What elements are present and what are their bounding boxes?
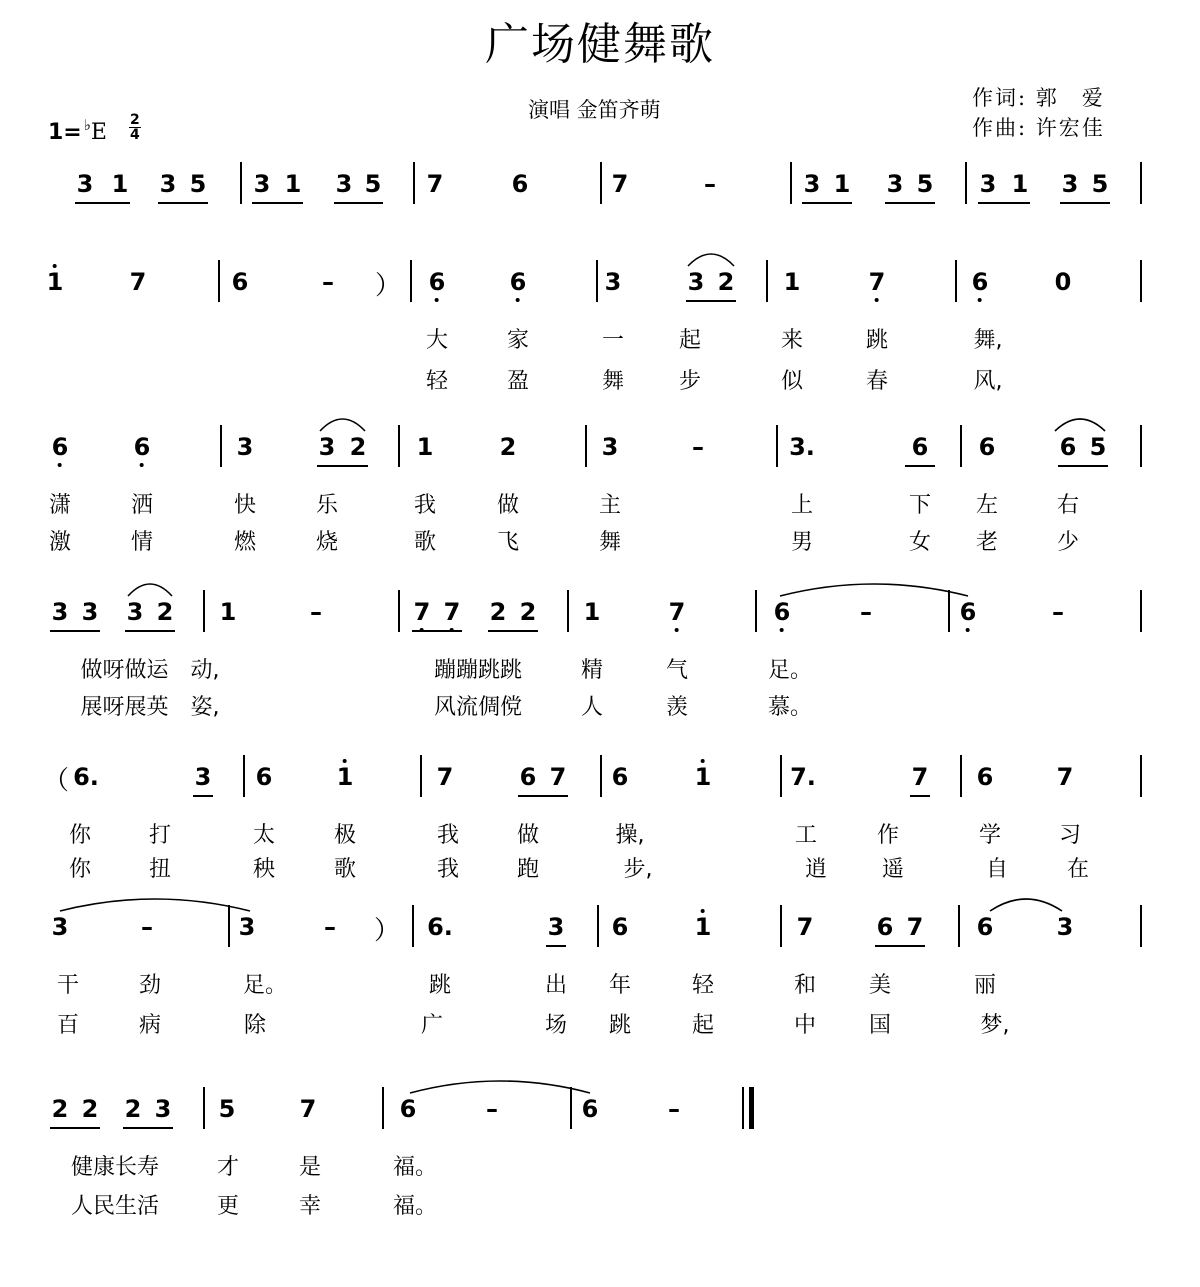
note: –: [704, 170, 716, 198]
lyric-syllable: 极: [333, 823, 357, 848]
beam-underline: [125, 630, 175, 632]
note: 3: [76, 170, 94, 198]
lyric-syllable: 男: [790, 530, 814, 555]
note: 2: [519, 598, 537, 626]
note: –: [486, 1095, 498, 1123]
note: 7: [796, 913, 814, 941]
lyric-syllable: 快: [233, 493, 257, 518]
note: 3: [194, 763, 212, 791]
note: 3: [979, 170, 997, 198]
low-octave-dot: [966, 628, 970, 632]
bar-line: [218, 260, 220, 302]
lyric-syllable: 左: [975, 493, 999, 518]
lyric-syllable: 风,: [973, 369, 1003, 394]
key-prefix: 1=: [48, 120, 82, 145]
lyric-syllable: 足。: [242, 973, 288, 998]
note: 7: [869, 268, 886, 296]
note: 3: [253, 170, 271, 198]
time-signature: [129, 113, 141, 142]
bar-line: [955, 260, 957, 302]
beam-underline: [1060, 202, 1110, 204]
lyric-syllable: 逍: [804, 857, 828, 882]
lyric-syllable: 跳: [428, 973, 452, 998]
note: –: [860, 598, 872, 626]
lyric-syllable: 下: [908, 493, 932, 518]
note: 6: [134, 433, 151, 461]
high-octave-dot: [701, 909, 705, 913]
repeat-parenthesis: （: [42, 766, 70, 796]
note: 7.: [790, 763, 816, 791]
note: 3: [547, 913, 565, 941]
lyric-syllable: 步: [678, 369, 702, 394]
lyric-syllable: 和: [793, 973, 817, 998]
beam-underline: [334, 202, 383, 204]
lyric-syllable: 健康长寿: [70, 1155, 160, 1180]
lyric-syllable: 出: [544, 973, 568, 998]
note: 6: [978, 433, 996, 461]
lyric-syllable: 乐: [315, 493, 339, 518]
beam-underline: [50, 1127, 100, 1129]
low-octave-dot: [875, 298, 879, 302]
lyric-syllable: 扭: [148, 857, 172, 882]
bar-line: [398, 590, 400, 632]
lyric-syllable: 上: [790, 493, 814, 518]
low-octave-dot: [435, 298, 439, 302]
high-octave-dot: [53, 264, 57, 268]
low-octave-dot: [675, 628, 679, 632]
lyric-syllable: 人: [580, 695, 604, 720]
note: 1: [416, 433, 434, 461]
beam-underline: [412, 630, 462, 632]
note: 5: [1089, 433, 1107, 461]
note: 3: [1056, 913, 1074, 941]
bar-line: [597, 905, 599, 947]
note: 7: [414, 598, 431, 626]
bar-line: [567, 590, 569, 632]
lyric-syllable: 干: [56, 973, 80, 998]
lyric-syllable: 烧: [315, 530, 339, 555]
note: 6: [876, 913, 894, 941]
bar-line: [600, 162, 602, 204]
beam-underline: [193, 795, 213, 797]
lyric-syllable: 学: [978, 823, 1002, 848]
lyric-syllable: 展呀展英 姿,: [80, 695, 220, 720]
lyric-syllable: 来: [780, 328, 804, 353]
lyric-syllable: 人民生活: [70, 1194, 160, 1219]
note: 6: [1059, 433, 1077, 461]
note: –: [1052, 598, 1064, 626]
note: –: [668, 1095, 680, 1123]
note: 7: [299, 1095, 317, 1123]
note: 2: [717, 268, 735, 296]
note: 6: [581, 1095, 599, 1123]
note: 1: [695, 763, 712, 791]
lyric-syllable: 足。: [767, 658, 813, 683]
beam-underline: [546, 945, 566, 947]
note: 6: [976, 763, 994, 791]
note: 5: [189, 170, 207, 198]
lyric-syllable: 羡: [665, 695, 689, 720]
slur-arc: [56, 891, 254, 915]
note: 1: [284, 170, 302, 198]
note: 1: [833, 170, 851, 198]
note: 3: [687, 268, 705, 296]
bar-line: [780, 755, 782, 797]
note: –: [141, 913, 153, 941]
note: 3: [236, 433, 254, 461]
lyric-syllable: 春: [865, 369, 889, 394]
note: 1: [47, 268, 64, 296]
lyric-syllable: 你: [68, 857, 92, 882]
lyric-syllable: 慕。: [767, 695, 813, 720]
lyric-syllable: 国: [868, 1013, 892, 1038]
composer-credit: 作曲: 许宏佳: [972, 116, 1105, 140]
lyric-syllable: 我: [413, 493, 437, 518]
lyric-syllable: 似: [780, 369, 804, 394]
note: 6: [611, 913, 629, 941]
note: 6: [429, 268, 446, 296]
lyric-syllable: 舞: [598, 530, 622, 555]
lyric-syllable: 秧: [252, 857, 276, 882]
note: 2: [124, 1095, 142, 1123]
note: 6: [510, 268, 527, 296]
note: 3: [318, 433, 336, 461]
low-octave-dot: [780, 628, 784, 632]
lyric-syllable: 跑: [516, 857, 540, 882]
bar-line: [742, 1087, 744, 1129]
note: 7: [444, 598, 461, 626]
lyric-syllable: 更: [216, 1194, 240, 1219]
lyric-syllable: 打: [148, 823, 172, 848]
note: 1: [337, 763, 354, 791]
beam-underline: [518, 795, 568, 797]
flat-symbol: ♭: [83, 116, 91, 134]
note: 1: [583, 598, 601, 626]
note: 2: [81, 1095, 99, 1123]
repeat-parenthesis: ）: [374, 271, 402, 301]
key-letter: E: [90, 120, 107, 145]
note: 0: [1054, 268, 1072, 296]
note: 1: [1011, 170, 1029, 198]
bar-line: [413, 162, 415, 204]
bar-line: [790, 162, 792, 204]
note: 7: [906, 913, 924, 941]
low-octave-dot: [140, 463, 144, 467]
beam-underline: [317, 465, 368, 467]
lyric-syllable: 少: [1056, 530, 1080, 555]
note: –: [322, 268, 334, 296]
bar-line: [410, 260, 412, 302]
lyric-syllable: 我: [436, 857, 460, 882]
lyric-syllable: 起: [691, 1013, 715, 1038]
note: 3: [886, 170, 904, 198]
lyric-syllable: 舞,: [973, 328, 1003, 353]
note: 3: [159, 170, 177, 198]
slur-arc: [684, 246, 738, 270]
beam-underline: [252, 202, 303, 204]
key-signature: [48, 116, 107, 145]
note: 6: [972, 268, 989, 296]
lyric-syllable: 福。: [392, 1194, 438, 1219]
note: 6: [231, 268, 249, 296]
note: 6: [911, 433, 929, 461]
bar-line: [203, 1087, 205, 1129]
lyric-syllable: 轻: [425, 369, 449, 394]
note: 7: [1056, 763, 1074, 791]
lyric-syllable: 福。: [392, 1155, 438, 1180]
lyric-syllable: 广: [420, 1013, 444, 1038]
lyric-syllable: 病: [138, 1013, 162, 1038]
time-signature-top: 2: [130, 112, 140, 128]
note: 1: [219, 598, 237, 626]
lyric-syllable: 年: [608, 973, 632, 998]
lyric-syllable: 一: [601, 328, 625, 353]
lyric-syllable: 轻: [691, 973, 715, 998]
lyric-syllable: 作: [876, 823, 900, 848]
lyric-syllable: 歌: [413, 530, 437, 555]
lyric-syllable: 我: [436, 823, 460, 848]
note: 3: [51, 913, 69, 941]
lyric-syllable: 燃: [233, 530, 257, 555]
slur-arc: [1051, 411, 1109, 435]
lyric-syllable: 做: [496, 493, 520, 518]
note: 6.: [73, 763, 99, 791]
note: 3: [335, 170, 353, 198]
note: 3: [601, 433, 619, 461]
singer-credit: 演唱 金笛齐萌: [528, 98, 661, 122]
note: 6: [611, 763, 629, 791]
beam-underline: [875, 945, 925, 947]
lyric-syllable: 才: [216, 1155, 240, 1180]
bar-line: [220, 425, 222, 467]
note: 3: [238, 913, 256, 941]
note: 3: [154, 1095, 172, 1123]
note: 3: [81, 598, 99, 626]
time-signature-bottom: 4: [130, 127, 140, 143]
note: 3: [604, 268, 622, 296]
lyric-syllable: 右: [1056, 493, 1080, 518]
note: 6: [399, 1095, 417, 1123]
note: 6: [511, 170, 529, 198]
beam-underline: [75, 202, 130, 204]
lyric-syllable: 精: [580, 658, 604, 683]
low-octave-dot: [978, 298, 982, 302]
note: 1: [111, 170, 129, 198]
lyric-syllable: 劲: [138, 973, 162, 998]
lyric-syllable: 蹦蹦跳跳: [433, 658, 523, 683]
lyric-syllable: 潇: [48, 493, 72, 518]
note: 2: [156, 598, 174, 626]
lyric-syllable: 家: [506, 328, 530, 353]
lyric-syllable: 起: [678, 328, 702, 353]
lyric-syllable: 自: [985, 857, 1009, 882]
bar-line: [1140, 260, 1142, 302]
lyric-syllable: 洒: [130, 493, 154, 518]
bar-line: [420, 755, 422, 797]
lyric-syllable: 歌: [333, 857, 357, 882]
note: 6: [960, 598, 977, 626]
bar-line: [776, 425, 778, 467]
bar-line: [600, 755, 602, 797]
beam-underline: [885, 202, 935, 204]
lyric-syllable: 步,: [623, 857, 653, 882]
note: 1: [695, 913, 712, 941]
note: 3: [51, 598, 69, 626]
lyric-syllable: 气: [665, 658, 689, 683]
note: 3.: [789, 433, 815, 461]
note: 7: [436, 763, 454, 791]
lyric-syllable: 主: [598, 493, 622, 518]
song-title: 广场健舞歌: [485, 19, 715, 70]
lyric-syllable: 除: [243, 1013, 267, 1038]
note: 7: [426, 170, 444, 198]
note: 7: [549, 763, 567, 791]
note: 6: [976, 913, 994, 941]
beam-underline: [910, 795, 930, 797]
lyric-syllable: 舞: [601, 369, 625, 394]
lyric-syllable: 女: [908, 530, 932, 555]
note: –: [324, 913, 336, 941]
note: 6: [774, 598, 791, 626]
note: 6: [519, 763, 537, 791]
beam-underline: [978, 202, 1030, 204]
note: 1: [783, 268, 801, 296]
note: –: [310, 598, 322, 626]
lyric-syllable: 你: [68, 823, 92, 848]
bar-line: [1140, 590, 1142, 632]
note: 3: [803, 170, 821, 198]
note: 7: [911, 763, 929, 791]
bar-line: [780, 905, 782, 947]
lyric-syllable: 情: [130, 530, 154, 555]
slur-arc: [986, 891, 1066, 915]
lyric-syllable: 做呀做运 动,: [80, 658, 220, 683]
beam-underline: [158, 202, 208, 204]
lyric-syllable: 梦,: [980, 1013, 1010, 1038]
bar-line: [1140, 755, 1142, 797]
bar-line: [585, 425, 587, 467]
bar-line: [755, 590, 757, 632]
bar-line: [412, 905, 414, 947]
lyric-syllable: 激: [48, 530, 72, 555]
lyric-syllable: 太: [252, 823, 276, 848]
note: 2: [499, 433, 517, 461]
bar-line: [766, 260, 768, 302]
low-octave-dot: [58, 463, 62, 467]
slur-arc: [776, 576, 972, 600]
bar-line: [240, 162, 242, 204]
bar-line: [382, 1087, 384, 1129]
bar-line: [960, 755, 962, 797]
lyric-syllable: 跳: [608, 1013, 632, 1038]
note: 7: [611, 170, 629, 198]
bar-line: [596, 260, 598, 302]
lyric-syllable: 在: [1066, 857, 1090, 882]
lyric-syllable: 风流倜傥: [433, 695, 523, 720]
high-octave-dot: [343, 759, 347, 763]
slur-arc: [406, 1073, 594, 1097]
high-octave-dot: [701, 759, 705, 763]
bar-line: [1140, 905, 1142, 947]
note: 5: [916, 170, 934, 198]
slur-arc: [316, 411, 369, 435]
note: 7: [129, 268, 147, 296]
note: 7: [669, 598, 686, 626]
beam-underline: [1058, 465, 1108, 467]
note: 2: [349, 433, 367, 461]
note: 6: [52, 433, 69, 461]
note: 2: [489, 598, 507, 626]
lyric-syllable: 丽: [973, 973, 997, 998]
bar-line: [958, 905, 960, 947]
beam-underline: [50, 630, 100, 632]
lyricist-credit: 作词: 郭 爱: [972, 86, 1105, 110]
note: 2: [51, 1095, 69, 1123]
lyric-syllable: 老: [975, 530, 999, 555]
bar-line: [243, 755, 245, 797]
lyric-syllable: 美: [868, 973, 892, 998]
beam-underline: [905, 465, 935, 467]
beam-underline: [123, 1127, 173, 1129]
lyric-syllable: 是: [298, 1155, 322, 1180]
low-octave-dot: [516, 298, 520, 302]
final-bar-line: [749, 1087, 754, 1129]
lyric-syllable: 操,: [615, 823, 645, 848]
lyric-syllable: 幸: [298, 1194, 322, 1219]
note: 6.: [427, 913, 453, 941]
bar-line: [203, 590, 205, 632]
note: 5: [364, 170, 382, 198]
bar-line: [1140, 162, 1142, 204]
lyric-syllable: 遥: [881, 857, 905, 882]
lyric-syllable: 飞: [496, 530, 520, 555]
beam-underline: [686, 300, 736, 302]
lyric-syllable: 中: [793, 1013, 817, 1038]
lyric-syllable: 盈: [506, 369, 530, 394]
bar-line: [1140, 425, 1142, 467]
bar-line: [398, 425, 400, 467]
lyric-syllable: 习: [1058, 823, 1082, 848]
note: –: [692, 433, 704, 461]
bar-line: [960, 425, 962, 467]
lyric-syllable: 做: [516, 823, 540, 848]
slur-arc: [124, 576, 176, 600]
repeat-parenthesis: ）: [373, 916, 401, 946]
beam-underline: [802, 202, 852, 204]
beam-underline: [488, 630, 538, 632]
lyric-syllable: 工: [794, 823, 818, 848]
bar-line: [965, 162, 967, 204]
note: 6: [255, 763, 273, 791]
lyric-syllable: 跳: [865, 328, 889, 353]
note: 5: [218, 1095, 236, 1123]
note: 3: [126, 598, 144, 626]
note: 3: [1061, 170, 1079, 198]
lyric-syllable: 百: [56, 1013, 80, 1038]
lyric-syllable: 大: [425, 328, 449, 353]
note: 5: [1091, 170, 1109, 198]
lyric-syllable: 场: [544, 1013, 568, 1038]
